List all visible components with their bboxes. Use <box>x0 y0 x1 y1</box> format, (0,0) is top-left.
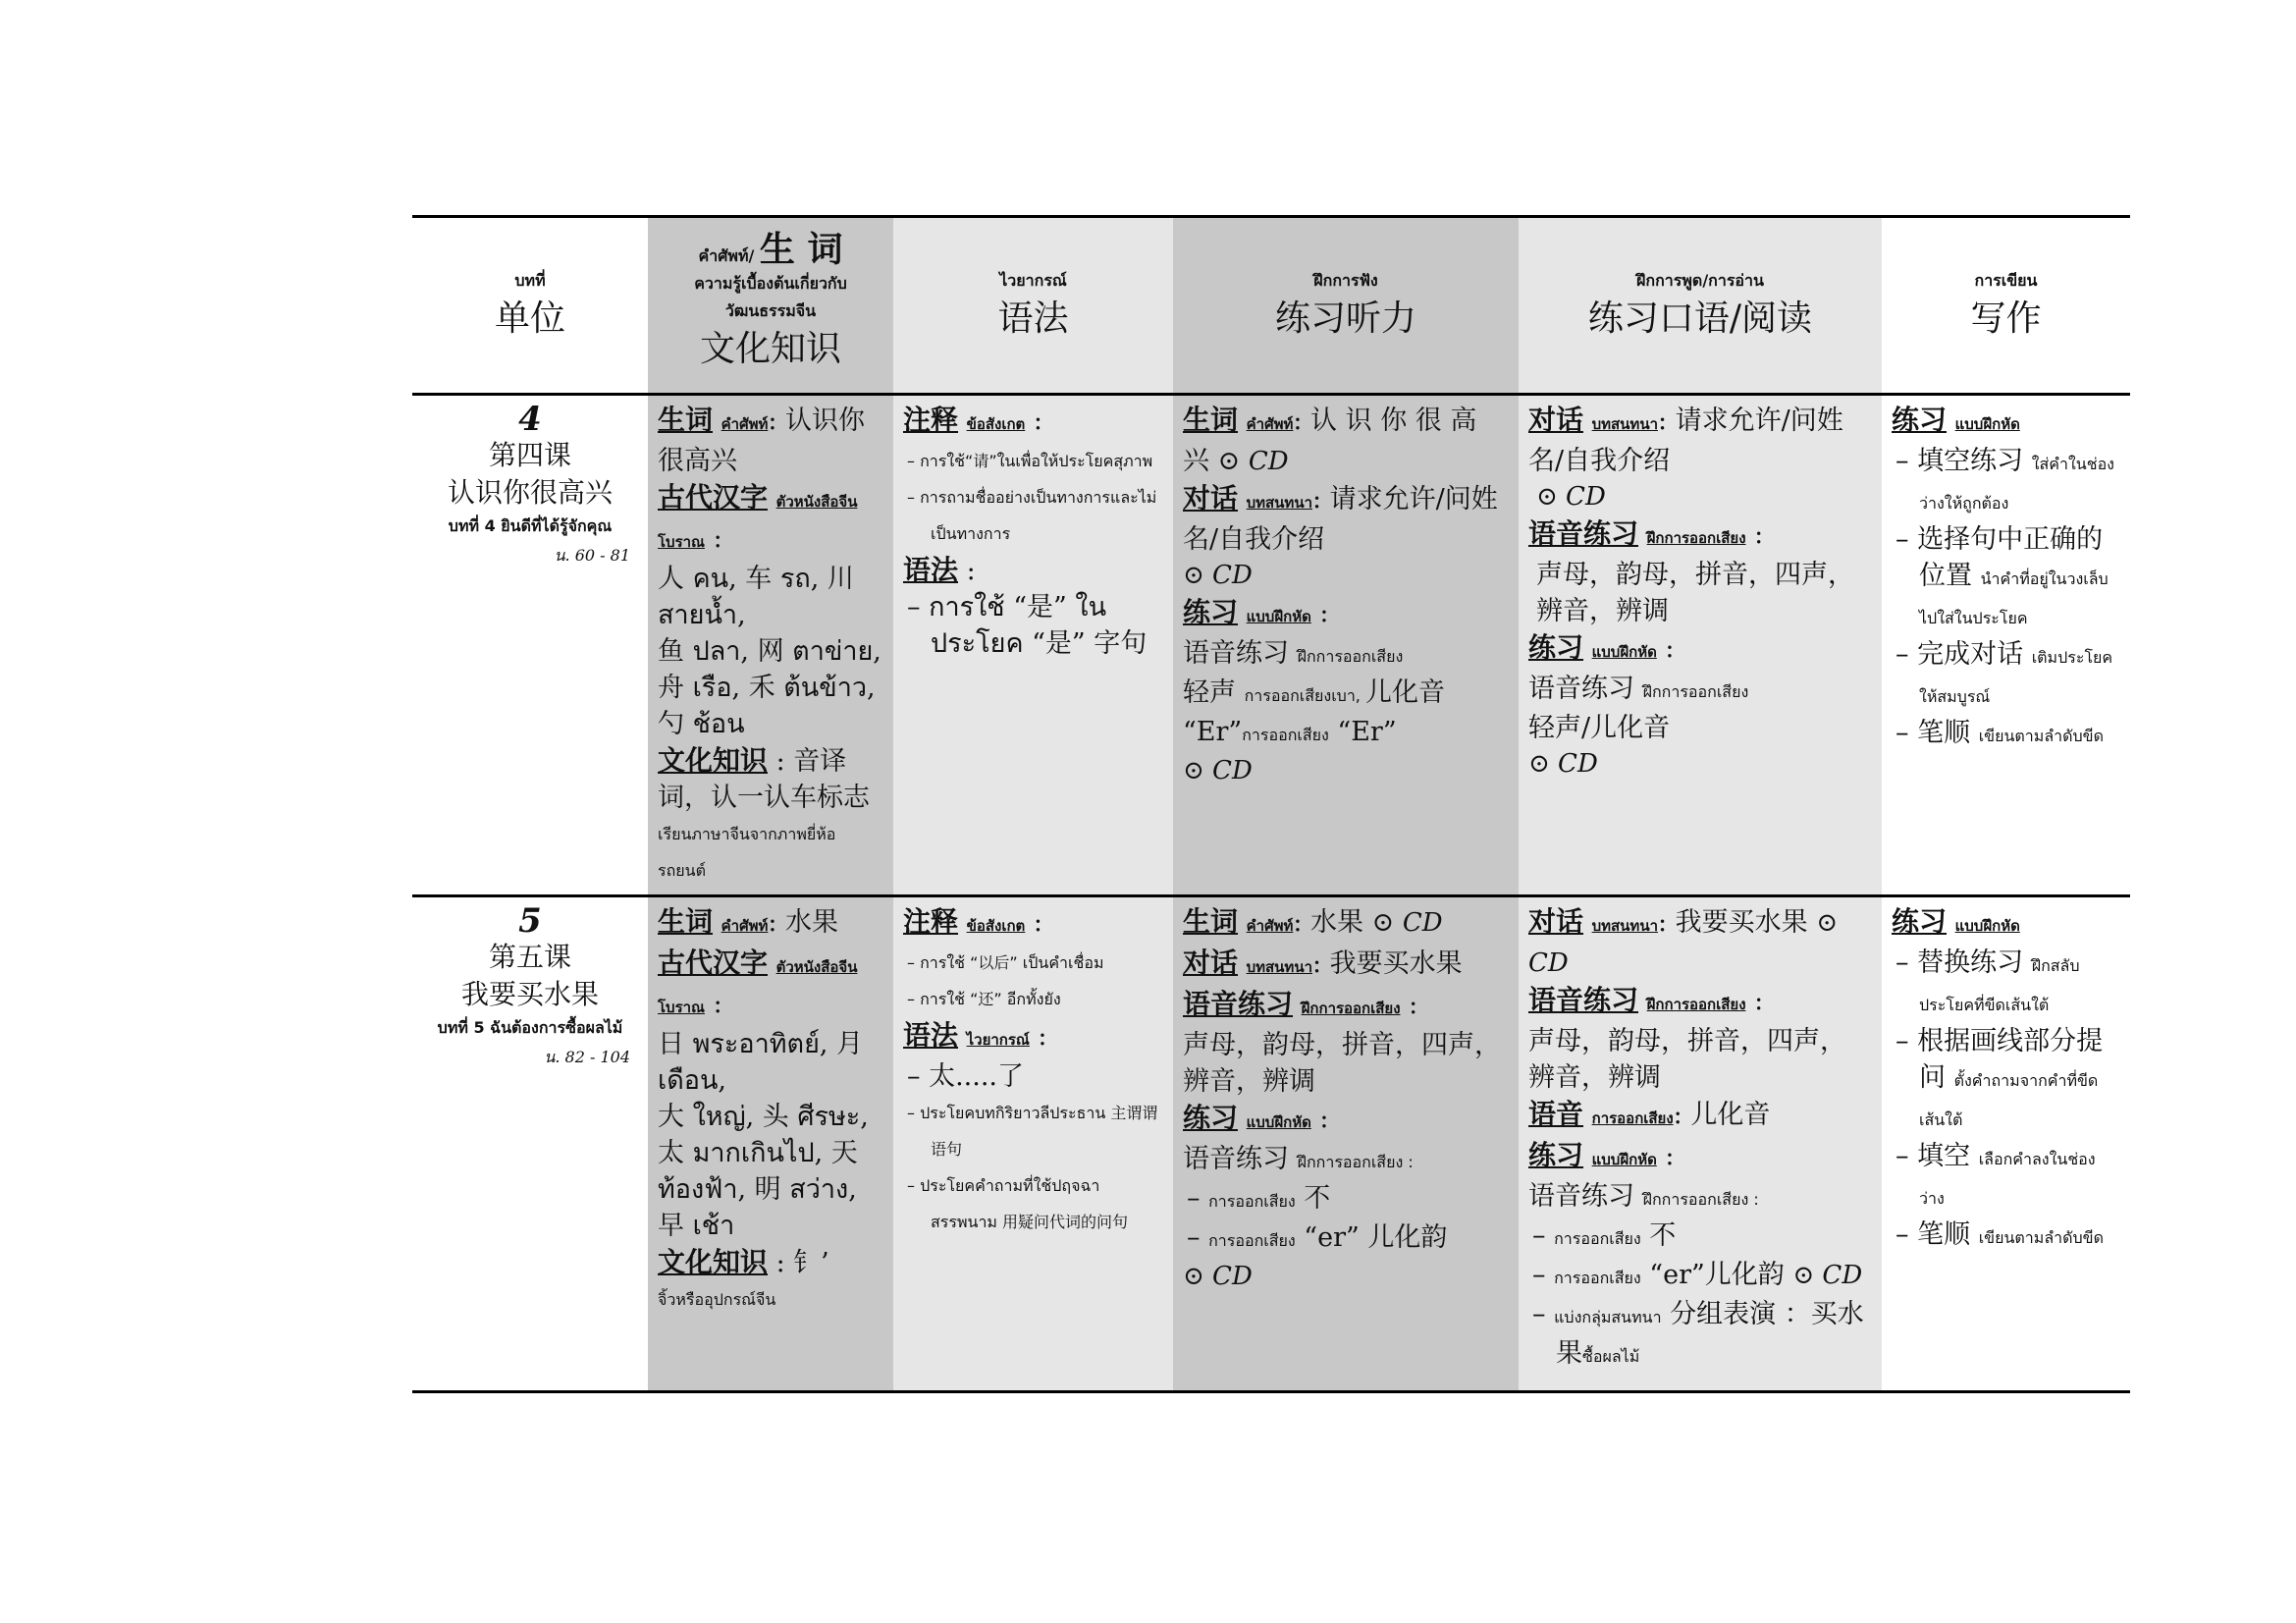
grammar-cell: 注释 ข้อสังเกต : – การใช้ “以后” เป็นคำเชื่อม – การใช้ “还” อีกทั้งยัง 语法 ไวยากรณ์ : – 太.....了 – ประโยคบทกิริยาวลีประธาน 主谓谓语句 – ประโยคคำถามที่ใช้ปฤจฉาสรรพนาม 用疑问代词的问句 <box>893 896 1173 1392</box>
writing-cell: 练习 แบบฝึกหัด – 替换练习 ฝึกสลับประโยคที่ขีดเส้นใต้ – 根据画线部分提问 ตั้งคำถามจากคำที่ขีดเส้นใต้ – 填空 เลือกคำลงในช่องว่าง – 笔顺 เขียนตามลำดับขีด <box>1882 896 2130 1392</box>
speaking-cell: 对话 บทสนทนา: 我要买水果 ⊙ CD 语音练习 ฝึกการออกเสียง : 声母，韵母，拼音，四声，辨音，辨调 语音 การออกเสียง: 儿化音 练习 แบบฝึกหัด : 语音练习 ฝึกการออกเสียง : – การออกเสียง 不 – การออกเสียง “er”儿化韵 ⊙ CD – แบ่งกลุ่มสนทนา 分组表演 ：买水果ซื้อผลไม้ <box>1519 896 1882 1392</box>
header-row <box>412 217 2130 395</box>
grammar-cell: 注释 ข้อสังเกต : – การใช้“请”ในเพื่อให้ประโยคสุภาพ – การถามชื่ออย่างเป็นทางการและไม่เป็นทางการ 语法 : – การใช้ “是” ในประโยค “是” 字句 <box>893 395 1173 896</box>
header-listening: ฝึกการฟัง 练习听力 <box>1173 217 1519 395</box>
header-grammar: ไวยากรณ์ 语法 <box>893 217 1173 395</box>
header-vocab: คำศัพท์/ 生 词 ความรู้เบื้องต้นเกี่ยวกับ วัฒนธรรมจีน 文化知识 <box>648 217 893 395</box>
header-speaking-reading: ฝึกการพูด/การอ่าน 练习口语/阅读 <box>1519 217 1882 395</box>
unit-cell: 5 第五课 我要买水果 บทที่ 5 ฉันต้องการซื้อผลไม้ น. 82 - 104 <box>412 896 648 1392</box>
vocab-cell: 生词 คำศัพท์: 水果 古代汉字 ตัวหนังสือจีนโบราณ : 日 พระอาทิตย์, 月 เดือน, 大 ใหญ่, 头 ศีรษะ, 太 มากเกินไป, 天 ท้องฟ้า, 明 สว่าง, 早 เช้า 文化知识 : 钅ʼ จิ้วหรืออุปกรณ์จีน <box>648 896 893 1392</box>
table-row <box>412 395 2130 896</box>
listening-cell: 生词 คำศัพท์: 认 识 你 很 高 兴 ⊙ CD 对话 บทสนทนา: 请求允许/问姓名/自我介绍 ⊙ CD 练习 แบบฝึกหัด : 语音练习 ฝึกการออกเสียง 轻声 การออกเสียงเบา, 儿化音 “Er”การออกเสียง “Er” ⊙ CD <box>1173 395 1519 896</box>
curriculum-table <box>412 215 2130 1393</box>
listening-cell: 生词 คำศัพท์: 水果 ⊙ CD 对话 บทสนทนา: 我要买水果 语音练习 ฝึกการออกเสียง : 声母，韵母，拼音，四声，辨音，辨调 练习 แบบฝึกหัด : 语音练习 ฝึกการออกเสียง : – การออกเสียง 不 – การออกเสียง “er” 儿化韵 ⊙ CD <box>1173 896 1519 1392</box>
header-unit: บทที่ 单位 <box>412 217 648 395</box>
unit-cell: 4 第四课 认识你很高兴 บทที่ 4 ยินดีที่ได้รู้จักคุณ น. 60 - 81 <box>412 395 648 896</box>
vocab-cell: 生词 คำศัพท์: 认识你很高兴 古代汉字 ตัวหนังสือจีนโบราณ : 人 คน, 车 รถ, 川 สายน้ำ, 鱼 ปลา, 网 ตาข่าย, 舟 เรือ, 禾 ต้นข้าว, 勺 ช้อน 文化知识 : 音译词，认一认车标志 เรียนภาษาจีนจากภาพยี่ห้อรถยนต์ <box>648 395 893 896</box>
speaking-cell: 对话 บทสนทนา: 请求允许/问姓名/自我介绍 ⊙ CD 语音练习 ฝึกการออกเสียง : 声母，韵母，拼音，四声，辨音，辨调 练习 แบบฝึกหัด : 语音练习 ฝึกการออกเสียง 轻声/儿化音 ⊙ CD <box>1519 395 1882 896</box>
writing-cell: 练习 แบบฝึกหัด – 填空练习 ใส่คำในช่องว่างให้ถูกต้อง – 选择句中正确的位置 นำคำที่อยู่ในวงเล็บไปใส่ในประโยค – 完成对话 เติมประโยคให้สมบูรณ์ – 笔顺 เขียนตามลำดับขีด <box>1882 395 2130 896</box>
header-writing: การเขียน 写作 <box>1882 217 2130 395</box>
table-row <box>412 896 2130 1392</box>
